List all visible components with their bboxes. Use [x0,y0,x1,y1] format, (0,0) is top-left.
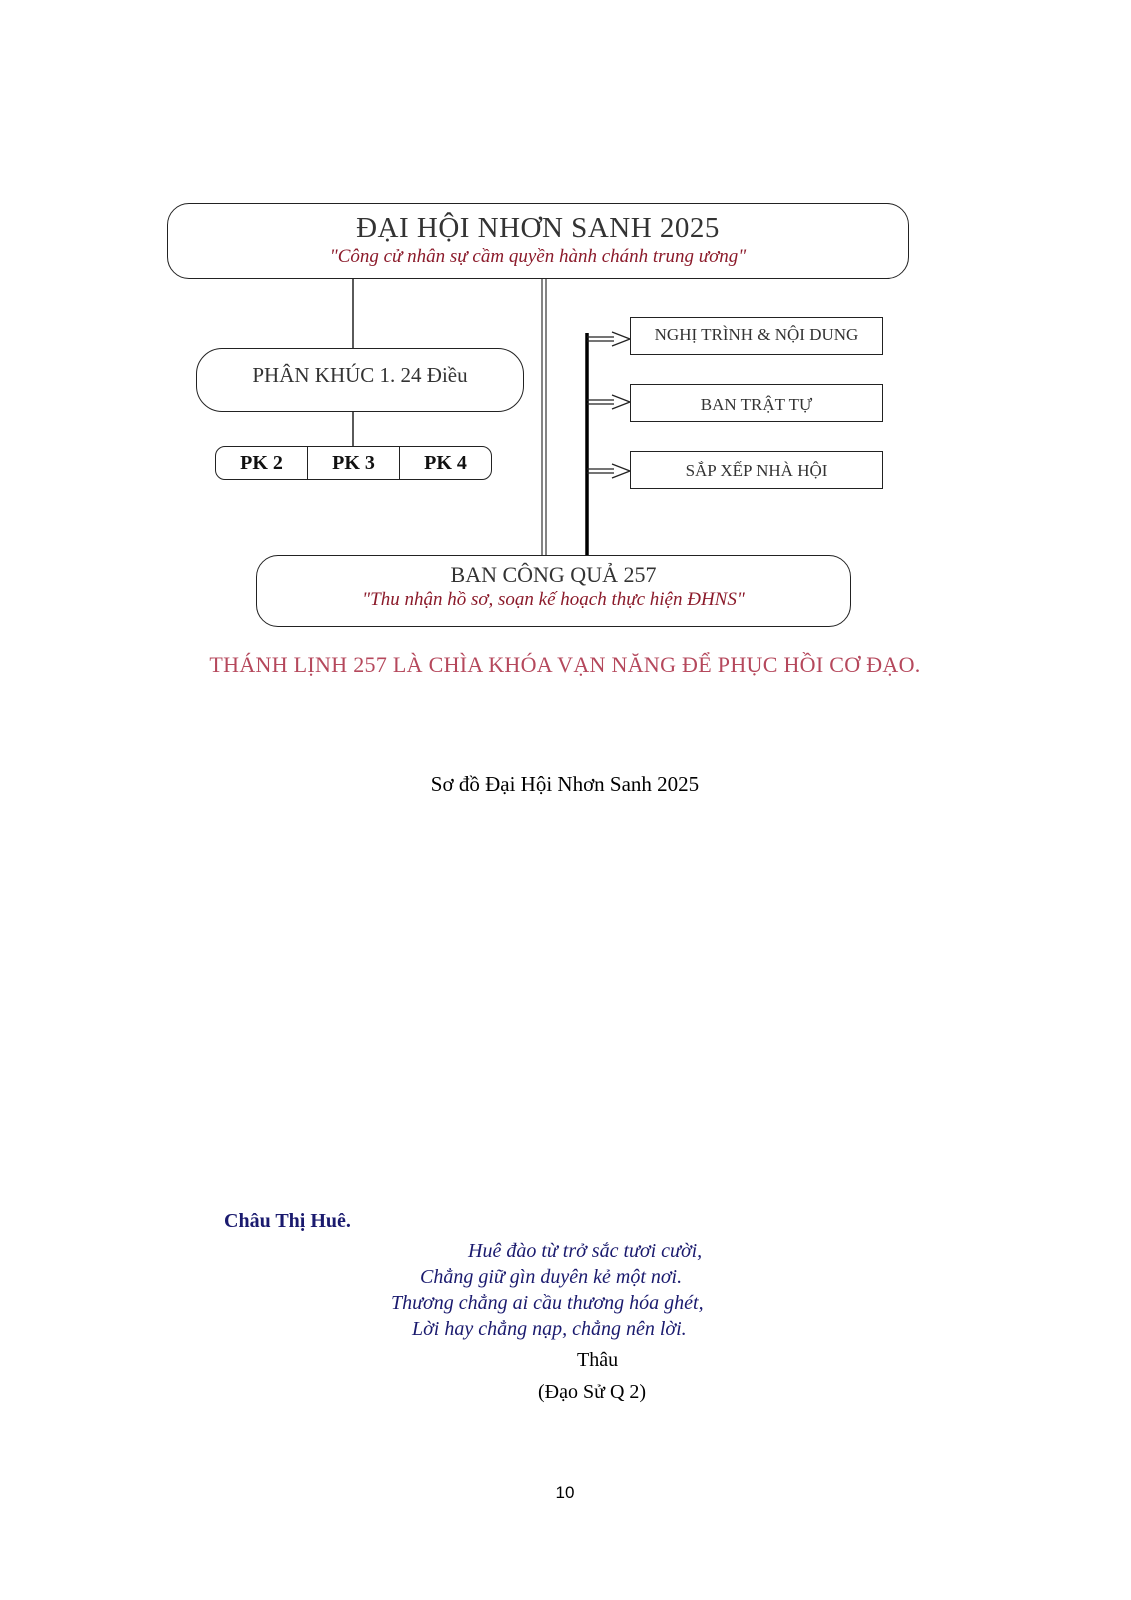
side-box-sap-xep: SẮP XẾP NHÀ HỘI [630,451,883,489]
bottom-box-subtitle: "Thu nhận hồ sơ, soạn kế hoạch thực hiện ĐHNS" [362,589,745,610]
pk-box: PK 2 [216,447,308,479]
top-box-subtitle: "Công cử nhân sự cầm quyền hành chánh trung ương" [329,246,747,267]
poem-title: Châu Thị Huê. [224,1210,351,1232]
top-box [167,203,909,279]
page-number: 10 [555,1483,575,1502]
pk-box: PK 3 [308,447,400,479]
poem-line: Huê đào từ trở sắc tươi cười, [468,1240,703,1262]
poem-line: Thương chẳng ai cầu thương hóa ghét, [391,1292,704,1314]
top-box-title: ĐẠI HỘI NHƠN SANH 2025 [356,212,720,244]
bottom-box [256,555,851,627]
phan-khuc-box [196,348,524,412]
side-box-nghi-trinh: NGHỊ TRÌNH & NỘI DUNG [630,317,883,355]
side-box-ban-trat-tu: BAN TRẬT TỰ [630,384,883,422]
poem-line: Lời hay chẳng nạp, chẳng nên lời. [412,1318,687,1340]
pk-row [215,446,492,480]
arrow-to-nghi-trinh [587,332,630,346]
poem-line: Chẳng giữ gìn duyên kẻ một nơi. [420,1266,683,1288]
phan-khuc-label: PHÂN KHÚC 1. 24 Điều [252,363,468,387]
poem-source: (Đạo Sử Q 2) [538,1381,647,1403]
bottom-box-title: BAN CÔNG QUẢ 257 [450,562,657,587]
motto-text: THÁNH LỊNH 257 LÀ CHÌA KHÓA VẠN NĂNG ĐỂ PHỤC HỒI CƠ ĐẠO. [209,652,921,677]
pk-box: PK 4 [424,452,467,474]
arrow-to-sap-xep [587,464,630,478]
arrow-to-ban-trat-tu [587,395,630,409]
poem-author: Thâu [577,1349,619,1371]
diagram-caption: Sơ đồ Đại Hội Nhơn Sanh 2025 [430,772,700,796]
